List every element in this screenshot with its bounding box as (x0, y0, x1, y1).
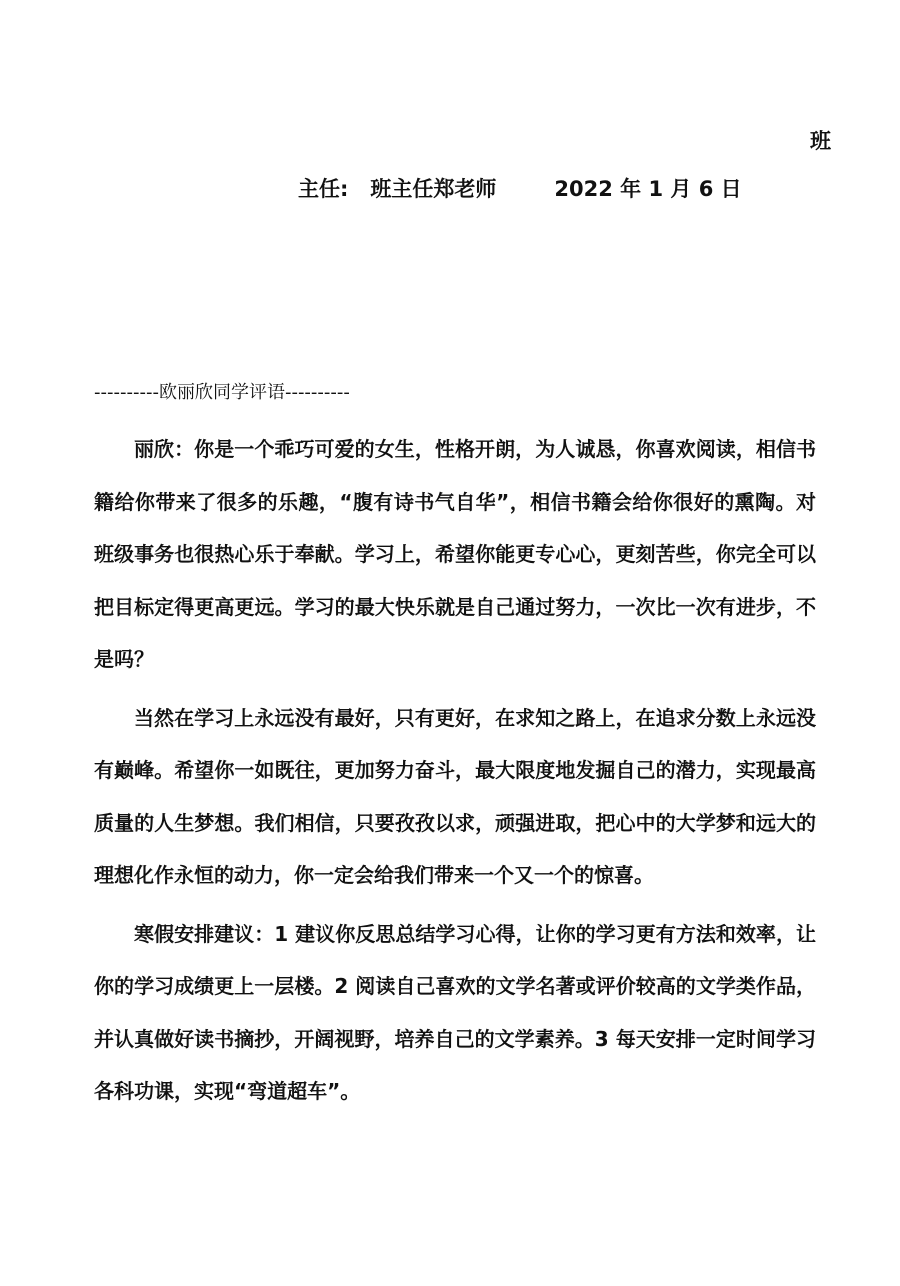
signature-line (298, 173, 742, 205)
evaluation-title: ----------欧丽欣同学评语---------- (94, 382, 350, 403)
evaluation-paragraph: 当然在学习上永远没有最好，只有更好，在求知之路上，在追求分数上永远没有巅峰。希望你一如既往，更加努力奋斗，最大限度地发掘自己的潜力，实现最高质量的人生梦想。我们相信，只要孜孜以求，顽强进取，把心中的大学梦和远大的理想化作永恒的动力，你一定会给我们带来一个又一个的惊喜。 (94, 705, 816, 887)
signature-date: 2022 年 1 月 6 日 (554, 177, 742, 201)
header-ban-char: 班 (810, 129, 831, 153)
evaluation-body (94, 423, 816, 1118)
evaluation-paragraph: 寒假安排建议：1 建议你反思总结学习心得，让你的学习更有方法和效率，让你的学习成绩更上一层楼。2 阅读自己喜欢的文学名著或评价较高的文学类作品，并认真做好读书摘抄，开阔视野，培养自己的文学素养。3 每天安排一定时间学习各科功课，实现“弯道超车”。 (94, 921, 816, 1103)
evaluation-paragraph: 丽欣：你是一个乖巧可爱的女生，性格开朗，为人诚恳，你喜欢阅读，相信书籍给你带来了很多的乐趣，“腹有诗书气自华”，相信书籍会给你很好的熏陶。对班级事务也很热心乐于奉献。学习上，希望你能更专心心，更刻苦些，你完全可以把目标定得更高更远。学习的最大快乐就是自己通过努力，一次比一次有进步，不是吗？ (94, 437, 816, 671)
signature-role-label: 主任: (298, 177, 349, 201)
signature-teacher: 班主任郑老师 (370, 177, 497, 201)
